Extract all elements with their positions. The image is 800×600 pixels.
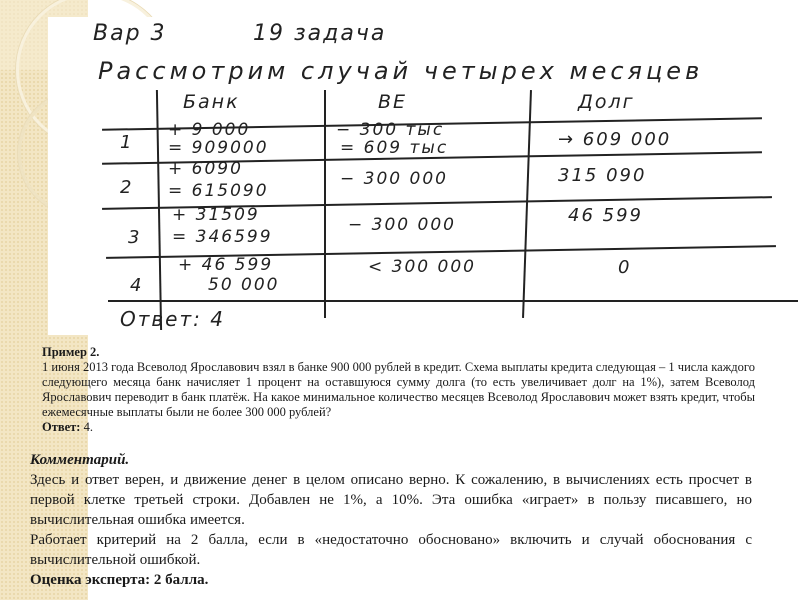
- row-number: 2: [120, 177, 134, 198]
- debt-cell: 0: [618, 257, 632, 278]
- comment-title: Комментарий.: [30, 452, 130, 468]
- example-answer-label: Ответ:: [42, 420, 81, 434]
- table-divider: [522, 90, 532, 318]
- column-header-debt: Долг: [578, 91, 635, 113]
- example-answer-value: 4.: [80, 420, 93, 434]
- comment-paragraph: Работает критерий на 2 балла, если в «недостаточно обосновано» включить и случай обоснования с вычислительной ошибкой.: [30, 532, 752, 568]
- ve-cell-line: = 609 тыс: [340, 138, 449, 158]
- row-number: 3: [128, 227, 142, 248]
- bank-cell-line: = 615090: [168, 181, 269, 201]
- example-body: 1 июня 2013 года Всеволод Ярославович взял в банке 900 000 рублей в кредит. Схема выплаты кредита следующая – 1 числа каждого следующего месяца банк начисляет 1 процент на оставшуюся сумму долга (то есть увеличивает долг на 1%), затем Всеволод Ярославович переводит в банк платёж. На какое минимальное количество месяцев Всеволод Ярославович может взять кредит, чтобы ежемесячные выплаты были не более 300 000 рублей?: [42, 360, 755, 419]
- ve-cell-line: − 300 000: [340, 169, 448, 189]
- debt-cell: 46 599: [568, 205, 643, 226]
- row-number: 4: [130, 275, 144, 296]
- debt-cell: → 609 000: [558, 129, 672, 150]
- row-number: 1: [120, 132, 134, 153]
- example-block: [42, 345, 755, 435]
- handwritten-answer: Ответ: 4: [120, 307, 225, 331]
- bank-cell-line: = 346599: [172, 227, 273, 247]
- handwritten-solution-scan: [48, 17, 800, 335]
- bank-cell-line: = 909000: [168, 138, 269, 158]
- comment-paragraph: Здесь и ответ верен, и движение денег в целом описано верно. К сожалению, в вычислениях есть просчет в первой клетке третьей строки. Добавлен не 1%, а 10%. Эта ошибка «играет» в пользу писавшего, но вычислительная ошибка имеется.: [30, 472, 752, 528]
- expert-grade: Оценка эксперта: 2 балла.: [30, 572, 209, 588]
- bank-cell-line: + 9 000: [168, 120, 251, 140]
- handwritten-subtitle: Рассмотрим случай четырех месяцев: [98, 57, 704, 85]
- column-header-ve: ВЕ: [378, 91, 408, 113]
- bank-cell-line: + 6090: [168, 159, 243, 179]
- example-answer: [42, 420, 755, 435]
- bank-cell-line: + 46 599: [178, 255, 274, 275]
- table-rule: [108, 300, 798, 302]
- debt-cell: 315 090: [558, 165, 647, 186]
- comment-block: [30, 450, 752, 590]
- example-title: Пример 2.: [42, 345, 100, 359]
- ve-cell-line: < 300 000: [368, 257, 476, 277]
- handwritten-variant: Вар 3: [93, 21, 167, 46]
- handwritten-task: 19 задача: [253, 21, 387, 46]
- ve-cell-line: − 300 000: [348, 215, 456, 235]
- bank-cell-line: 50 000: [208, 275, 280, 295]
- table-divider: [156, 90, 162, 330]
- ve-cell-line: − 300 тыс: [336, 120, 445, 140]
- column-header-bank: Банк: [183, 91, 240, 113]
- bank-cell-line: + 31509: [172, 205, 260, 225]
